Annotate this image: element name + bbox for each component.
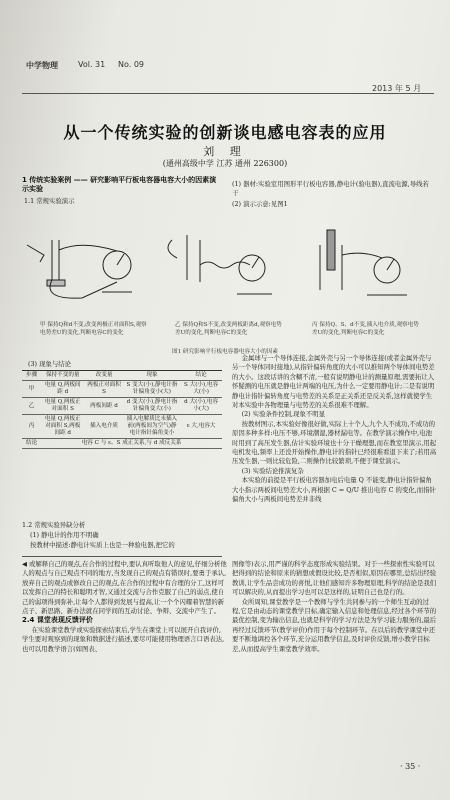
table-cell: d 变大(小),静电计指针偏角变大(小): [124, 398, 180, 415]
section-divider: [22, 556, 222, 557]
table-cell: 两板间距 d: [84, 398, 123, 415]
section-1-heading: 1 传统实验案例 —— 研究影响平行板电容器电容大小的因素演示实验: [22, 176, 217, 193]
paragraph: (2) 实验条件控制,现象不明显: [241, 410, 326, 419]
affiliation: (通州高级中学 江苏 通州 226300): [162, 159, 288, 168]
header-rule: [22, 93, 434, 94]
table-cell: ε 大,电容大: [180, 415, 222, 439]
table-cell: d 大(小),电容小(大): [180, 398, 222, 415]
bottom-right-body: [232, 560, 437, 654]
table-row: [22, 381, 222, 398]
observation-heading: (3) 现象与结论: [28, 360, 72, 368]
table-cell: 电容 C 与 ε、S 成正关系,与 d 成反关系: [41, 439, 222, 449]
table-cell: 两板正对面积 S: [84, 381, 123, 398]
table-cell: 电量 Q,两板正对面积 S: [41, 398, 84, 415]
table-row: [22, 439, 222, 449]
table-cell: 乙: [22, 398, 41, 415]
table-cell: 结论: [22, 439, 41, 449]
figure-caption: 图1 研究影响平行板电容器电容大小的因素: [171, 349, 279, 355]
table-header: 改变量: [84, 371, 123, 381]
paragraph: ◀ 或解释自己的观点,在合作的过程中,要认真听取他人的意见,仔细分析他人的观点与自己观点不同的地方,当发现自己的观点有错误时,要勇于承认,放弃自己的观点或修改自己的观点,在合作的过程中有合理的分工,这样可以发挥自己的特长和聪明才智,又通过交流与合作克服了自己的弱点,使自己的弱项得到弥补,让每个人都得到发展与提高,让一个个闪耀着智慧的新点子、新思路、新办法就在同学间的互动讨论、争辩、交流中产生了。: [22, 560, 227, 616]
table-cell: 电量 Q,两板间距 d: [41, 381, 84, 398]
table-cell: 甲: [22, 381, 41, 398]
section-1-2-heading: 1.2 常规实验异缺分析: [22, 521, 86, 529]
subsection-1-2-1: (1) 静电计的作用不明确: [30, 531, 99, 539]
table-cell: S 大(小),电容大(小): [180, 381, 222, 398]
table-header-row: [22, 371, 222, 381]
table-row: [22, 398, 222, 415]
demo-text: (2) 演示示意:见图1: [232, 200, 288, 208]
issue-date: 2013 年 5 月: [372, 84, 422, 93]
bottom-left-body: [22, 560, 227, 654]
figure-caption-a: 甲 保持Q和d不变,改变两极正对面积S,观察电势差U的变化,判断电容C的变化: [40, 322, 147, 336]
issue: No. 09: [118, 60, 145, 69]
right-column-body: [232, 354, 437, 505]
figure-caption-c: 丙 保持Q、S、d不变,插入电介质,观察电势差U的变化,判断电容C的变化: [312, 322, 419, 336]
section-1-1-heading: 1.1 常规实验演示: [24, 197, 75, 205]
setup-a-diagram: [27, 240, 132, 298]
setup-c-diagram: [320, 230, 407, 295]
paragraph: 本实验的前提是平行板电容器加电后电量 Q 不能变,静电计指针偏角大小指示两板间电势差大小,再根据 C = Q/U 推出电容 C 的变化,而指针偏角大小与两板间电势差并非线: [232, 476, 436, 504]
paragraph: 金属球与一个导体连接,金属外壳与另一个导体连接(或者金属外壳与另一个导体同时接地),从指针偏转角度的大小可以推知两个导体间电势差的大小。这段话讲的含糊不清,一般有说明静电计的测量原理,需要拓让人怀疑测的电压就是静电计两端的电压,为什么一定要用静电计;二是有说明静电计指针偏转角度与电势差的关系是正关系还是反关系,这样就使学生对本实验中各物理量与电势差的关系很难不理解。: [232, 354, 435, 410]
page-number: · 35 ·: [400, 762, 421, 771]
left-body-text: 按教材中描述:静电计实质上也是一种验电器,把它的: [30, 541, 175, 549]
setup-b-diagram: [168, 235, 272, 294]
author: 刘 理: [203, 145, 247, 158]
paragraph: 在实验课堂教学或实验探索结束后,学生在课堂上可以展开自我评价,学生要对观察到的现象和数据进行描述,要尽可能使用物理语言口语表达,也可以用教学语言(如图表、: [22, 625, 225, 653]
volume: Vol. 31: [78, 60, 106, 69]
table-cell: 丙: [22, 415, 41, 439]
table-header: 步骤: [22, 371, 41, 381]
table-header: 保持不变的量: [41, 371, 84, 381]
paragraph: 按教材图示,本实验好像很好做,实际上十个人,九个人不成功,不成功的原因多种多样:电压不够,环境潮湿,器材漏电等。在教学演示操作中,电池时用到了高压发生器,估计实验环境也十分干燥理想,而在教室里演示,用起电机发电,频率上还没开始操作,静电计的指针已经很难看退下来了;若用高压发生器,一则比较危险,二则操作比较繁琐,不便于课堂演示。: [232, 419, 437, 466]
table-header: 结论: [180, 371, 222, 381]
figure-caption-b: 乙 保持Q和S不变,改变两板距离d,观察电势差U的变化,判断电容C的变化: [175, 322, 282, 336]
paragraph: 图像等)表示,用严谨的科学态度形成实验结果。对于一些探索性实验可以把得到的结论和原来的猜想或假设比较,是否相似,原因在哪里,总结出经验教训,让学生品尝成功的喜悦,让他们感知许多物理原理,科学的结论是我们可以解决的,从而提出学习也可以是这样的,证明自己也是行的。: [232, 560, 437, 597]
article-title: 从一个传统实验的创新谈电感电容表的应用: [63, 123, 387, 142]
table-cell: 插入电解质比未插入前(两板间为空气)静电计指针偏角变小: [124, 415, 180, 439]
table-cell: 电量 Q,两板正对面积 S,两板间距 d: [41, 415, 84, 439]
journal-name: 中学物理: [26, 61, 58, 70]
figure-capacitor-setups: [22, 210, 437, 322]
paragraph: (3) 实验结论推演复杂: [241, 466, 304, 475]
table-cell: 插入电介质: [84, 415, 123, 439]
section-2-4-heading: 2.4 课堂表现反馈评价: [22, 616, 93, 625]
equipment-text: (1) 器材:实验室用图形平行板电容器,静电计(验电器),直流电源,导线若干: [232, 180, 429, 198]
table-header: 现象: [124, 371, 180, 381]
table-row: [22, 415, 222, 439]
paragraph: 众所周知,课堂教学是一个教师与学生共同参与的一个师生互动的过程,它是由动态的课堂教学目标,确定输入信息和处理信息,经过各个环节的最优控制,变为输出信息,也就是科学的学习方法是为学习能力服务的,最后再经过反馈环节(教学评价)作用于每个控制环节。在以后的教学课堂中还要不断地调控各个环节,充分运用教学信息,及时评价反馈,增小教学目标差,从而提高学生课堂教学效率。: [232, 597, 437, 653]
observation-table: [22, 370, 222, 449]
table-cell: S 变大(小),静电计指针偏角变小(大): [124, 381, 180, 398]
